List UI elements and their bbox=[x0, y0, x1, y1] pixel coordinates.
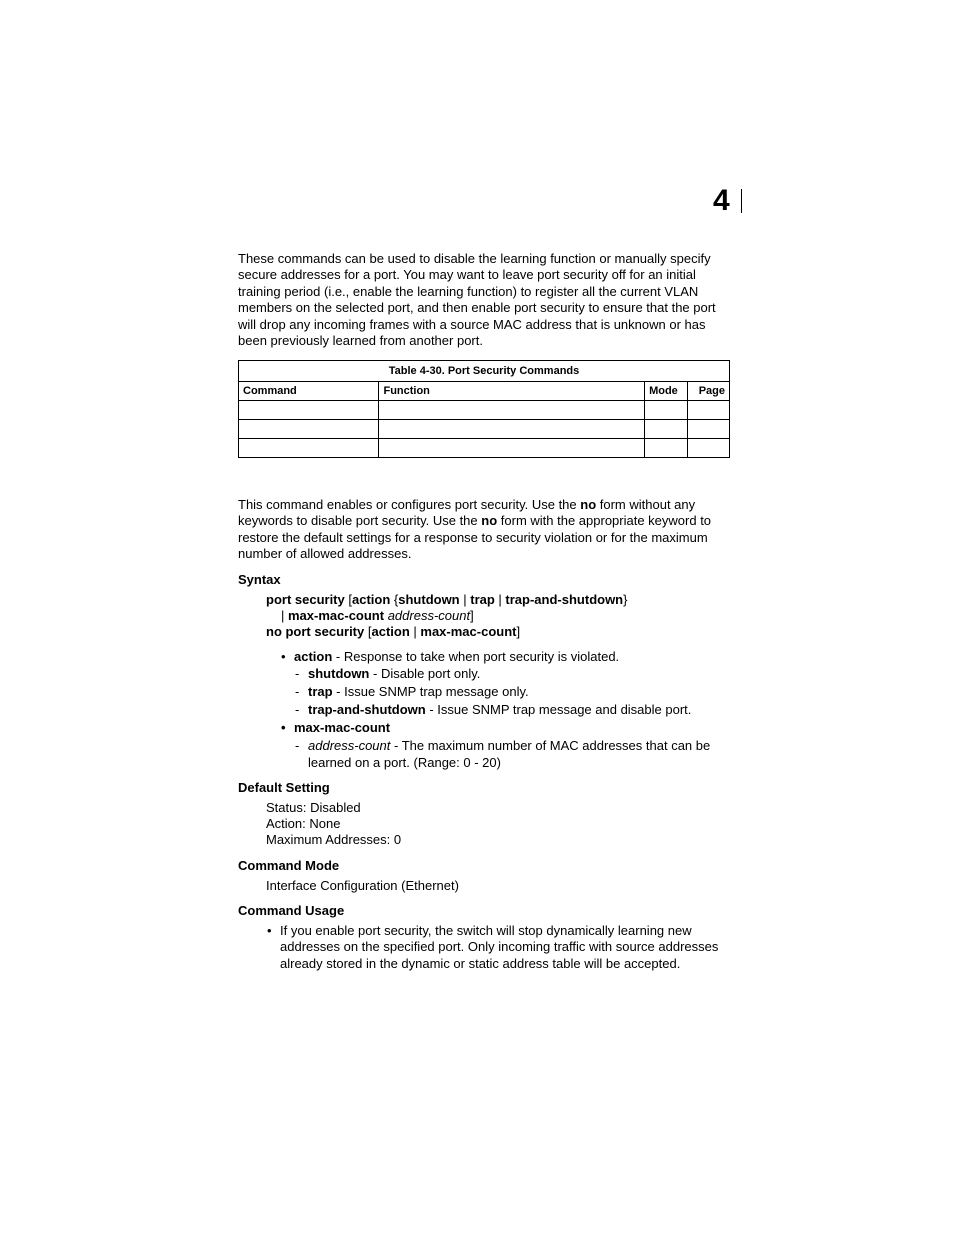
param-shutdown bbox=[308, 666, 480, 682]
param-action bbox=[294, 649, 619, 665]
param-kw: shutdown bbox=[308, 666, 370, 681]
syntax-sep: } bbox=[623, 592, 628, 607]
syntax-sep: | bbox=[459, 592, 471, 607]
command-usage-heading: Command Usage bbox=[238, 903, 345, 918]
default-setting-heading: Default Setting bbox=[238, 780, 330, 795]
param-kw: trap bbox=[308, 684, 333, 699]
dash-icon: - bbox=[295, 702, 300, 717]
syntax-kw: max-mac-count bbox=[420, 624, 517, 639]
dash-icon: - bbox=[295, 666, 300, 681]
table-row bbox=[239, 420, 730, 439]
desc-text: form with the appropriate keyword to restore the default settings for a response to security violation or for the maximum number of allowed addresses. bbox=[238, 513, 712, 562]
syntax-sep: | bbox=[281, 608, 288, 623]
table-cell bbox=[645, 401, 688, 420]
syntax-sep: { bbox=[390, 592, 399, 607]
syntax-kw: action bbox=[371, 624, 410, 639]
syntax-kw: trap bbox=[470, 592, 495, 607]
table-header-row bbox=[239, 382, 730, 401]
default-max-addresses: Maximum Addresses: 0 bbox=[266, 832, 402, 847]
table-caption-row bbox=[239, 361, 730, 382]
param-address-count bbox=[308, 738, 710, 754]
table-caption: Table 4-30. Port Security Commands bbox=[239, 361, 730, 382]
default-status: Status: Disabled bbox=[266, 800, 361, 815]
table-cell bbox=[688, 420, 730, 439]
syntax-line-3 bbox=[266, 624, 520, 640]
param-text: - Response to take when port security is violated. bbox=[332, 649, 620, 664]
syntax-kw: trap-and-shutdown bbox=[505, 592, 624, 607]
param-text: - Issue SNMP trap message and disable port. bbox=[425, 702, 692, 717]
syntax-kw: action bbox=[351, 592, 391, 607]
table-row bbox=[239, 401, 730, 420]
syntax-kw: no port security bbox=[266, 624, 365, 639]
port-security-commands-table bbox=[238, 360, 730, 458]
bullet-icon: • bbox=[281, 720, 286, 735]
command-mode-heading: Command Mode bbox=[238, 858, 340, 873]
dash-icon: - bbox=[295, 684, 300, 699]
header-command: Command bbox=[239, 382, 379, 401]
syntax-line-2 bbox=[281, 608, 474, 624]
usage-line-1: If you enable port security, the switch will stop dynamically learning new bbox=[280, 923, 692, 938]
param-kw: action bbox=[294, 649, 333, 664]
syntax-sep: ] bbox=[516, 624, 521, 639]
chapter-number: 4 bbox=[713, 184, 730, 217]
param-text: - Disable port only. bbox=[369, 666, 481, 681]
syntax-sep: | bbox=[494, 592, 506, 607]
syntax-line-1 bbox=[266, 592, 627, 608]
table-cell bbox=[645, 420, 688, 439]
table-cell bbox=[688, 401, 730, 420]
table-cell bbox=[688, 439, 730, 458]
no-keyword: no bbox=[580, 497, 597, 512]
usage-line-3: already stored in the dynamic or static address table will be accepted. bbox=[280, 956, 681, 971]
syntax-sep: [ bbox=[344, 592, 352, 607]
chapter-divider bbox=[741, 189, 742, 213]
param-max-mac-count bbox=[294, 720, 390, 736]
param-kw: address-count bbox=[308, 738, 391, 753]
param-text: - Issue SNMP trap message only. bbox=[332, 684, 529, 699]
syntax-kw: max-mac-count bbox=[288, 608, 385, 623]
syntax-kw: shutdown bbox=[398, 592, 460, 607]
param-trap-and-shutdown bbox=[308, 702, 691, 718]
param-kw: trap-and-shutdown bbox=[308, 702, 426, 717]
no-keyword: no bbox=[481, 513, 498, 529]
param-trap bbox=[308, 684, 529, 700]
desc-text: form without any keywords to disable port security. Use the bbox=[238, 497, 696, 529]
table-cell bbox=[379, 401, 645, 420]
intro-paragraph: These commands can be used to disable the learning function or manually specify secure addresses for a port. You may want to leave port security off for an initial training period (i.e., enable the learning function) to register all the current VLAN members on the selected port, and then enable port security to ensure that the port will drop any incoming frames with a source MAC address that is unknown or has been previously learned from another port. bbox=[238, 251, 716, 349]
header-page: Page bbox=[688, 382, 730, 401]
default-action: Action: None bbox=[266, 816, 341, 831]
table-cell bbox=[645, 439, 688, 458]
param-text: - The maximum number of MAC addresses that can be bbox=[390, 738, 711, 753]
bullet-icon: • bbox=[267, 923, 272, 938]
table-cell bbox=[239, 401, 379, 420]
table-cell bbox=[379, 439, 645, 458]
syntax-param: address-count bbox=[387, 608, 471, 623]
description-paragraph bbox=[238, 497, 730, 563]
param-kw: max-mac-count bbox=[294, 720, 391, 735]
table-row bbox=[239, 439, 730, 458]
header-function: Function bbox=[379, 382, 645, 401]
command-mode-value: Interface Configuration (Ethernet) bbox=[266, 878, 459, 893]
syntax-kw: port security bbox=[266, 592, 345, 607]
table-cell bbox=[379, 420, 645, 439]
syntax-sep: | bbox=[409, 624, 421, 639]
bullet-icon: • bbox=[281, 649, 286, 664]
header-mode: Mode bbox=[645, 382, 688, 401]
table-cell bbox=[239, 420, 379, 439]
desc-text: This command enables or configures port security. Use the bbox=[238, 497, 581, 512]
syntax-sep: [ bbox=[364, 624, 372, 639]
table-cell bbox=[239, 439, 379, 458]
syntax-sep: ] bbox=[470, 608, 474, 623]
syntax-heading: Syntax bbox=[238, 572, 281, 587]
dash-icon: - bbox=[295, 738, 300, 753]
usage-line-2: addresses on the specified port. Only incoming traffic with source addresses bbox=[280, 939, 719, 954]
param-address-count-cont: learned on a port. (Range: 0 - 20) bbox=[308, 755, 501, 770]
